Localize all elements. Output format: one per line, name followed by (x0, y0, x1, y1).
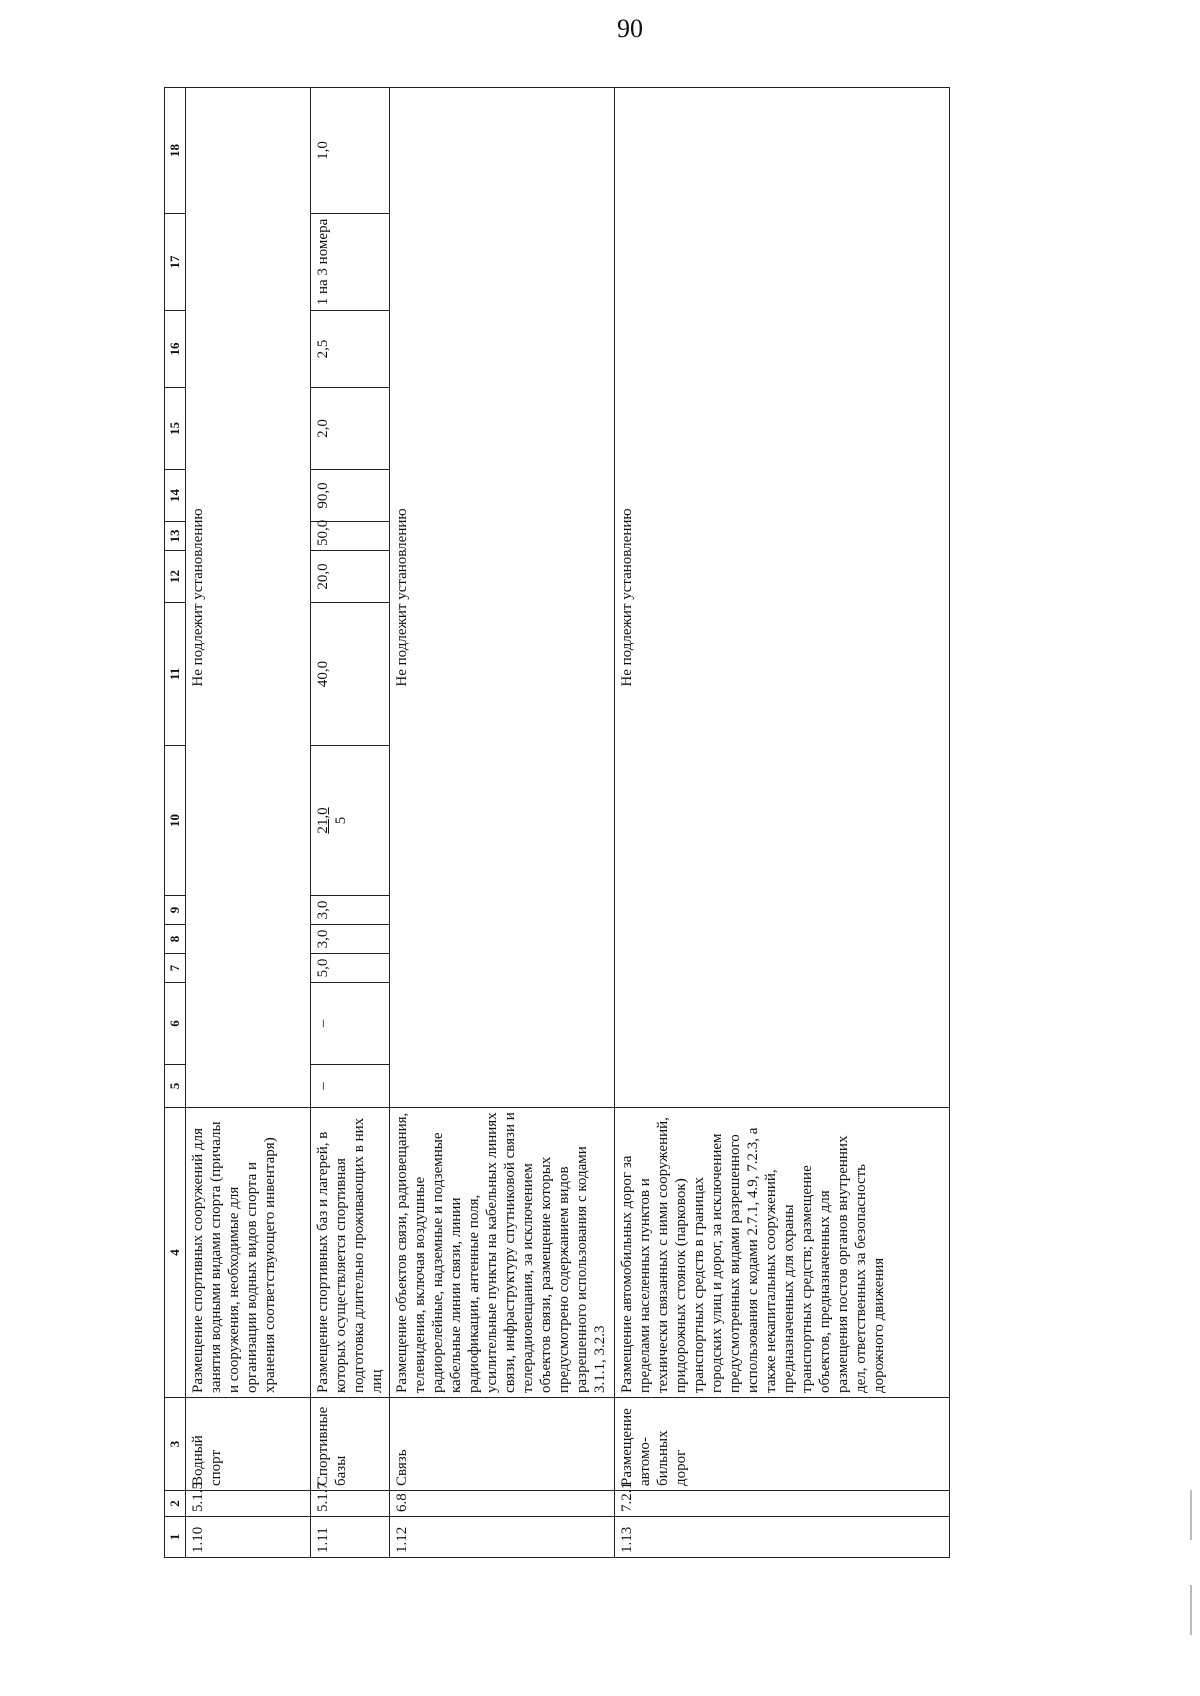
column-header: 13 (165, 522, 186, 551)
column-header: 5 (165, 1065, 186, 1108)
fraction-denominator: 5 (332, 816, 349, 825)
merged-note: Не подлежит установлению (185, 88, 310, 1108)
column-header: 17 (165, 214, 186, 311)
column-header: 18 (165, 88, 186, 214)
cell-col-17: 1 на 3 номера (310, 214, 389, 311)
cell-col-9: 3,0 (310, 896, 389, 925)
column-header: 14 (165, 470, 186, 522)
column-header: 8 (165, 925, 186, 954)
cell-col-10-fraction (310, 746, 389, 896)
merged-note: Не подлежит установлению (389, 88, 614, 1108)
column-header: 7 (165, 954, 186, 983)
column-header: 12 (165, 551, 186, 603)
cell-col-7: 5,0 (310, 954, 389, 983)
row-name: Размещение автомо-бильных дорог (614, 1398, 949, 1491)
cell-col-8: 3,0 (310, 925, 389, 954)
row-description: Размещение спортивных баз и лагерей, в которых осуществляется спортивная подготовка длительно проживающих в них лиц (310, 1108, 389, 1398)
header-row (165, 88, 186, 1558)
table-row (310, 88, 389, 1558)
table-row (185, 88, 310, 1558)
row-name: Водный спорт (185, 1398, 310, 1491)
row-number: 1.13 (614, 1517, 949, 1558)
column-header: 1 (165, 1517, 186, 1558)
table-row (389, 88, 614, 1558)
column-header: 10 (165, 746, 186, 896)
row-number: 1.12 (389, 1517, 614, 1558)
cell-col-15: 2,0 (310, 388, 389, 470)
cell-col-14: 90,0 (310, 470, 389, 522)
column-header: 9 (165, 896, 186, 925)
row-code: 5.1.5 (185, 1491, 310, 1517)
row-description: Размещение спортивных сооружений для занятия водными видами спорта (причалы и сооружения, необходимые для организации водных видов спорта и хранения соответствующего инвентаря) (185, 1108, 310, 1398)
column-header: 3 (165, 1398, 186, 1491)
cell-col-11: 40,0 (310, 603, 389, 746)
column-header: 2 (165, 1491, 186, 1517)
column-header: 6 (165, 983, 186, 1065)
zoning-table (164, 87, 950, 1558)
table-row (614, 88, 949, 1558)
row-code: 7.2.1 (614, 1491, 949, 1517)
scan-mark (1190, 1585, 1192, 1635)
scan-mark (1190, 1490, 1192, 1540)
fraction-numerator: 21,0 (314, 807, 331, 834)
cell-col-18: 1,0 (310, 88, 389, 214)
row-name: Связь (389, 1398, 614, 1491)
page-number: 90 (617, 14, 643, 43)
row-code: 6.8 (389, 1491, 614, 1517)
row-name: Спортивные базы (310, 1398, 389, 1491)
cell-col-12: 20,0 (310, 551, 389, 603)
cell-col-6: – (310, 983, 389, 1065)
cell-col-16: 2,5 (310, 311, 389, 388)
row-number: 1.10 (185, 1517, 310, 1558)
merged-note: Не подлежит установлению (614, 88, 949, 1108)
cell-col-13: 50,0 (310, 522, 389, 551)
column-header: 4 (165, 1108, 186, 1398)
rotated-table-container (164, 88, 939, 1558)
cell-col-5: – (310, 1065, 389, 1108)
column-header: 11 (165, 603, 186, 746)
row-code: 5.1.7 (310, 1491, 389, 1517)
column-header: 16 (165, 311, 186, 388)
row-description: Размещение объектов связи, радиовещания, телевидения, включая воздушные радиорелейные, надземные и подземные кабельные линии связи, линии радиофикации, антенные поля, усилительные пункты на кабельных линиях связи, инфраструктуру спутниковой связи и телерадиовещания, за исключением объектов связи, размещение которых предусмотрено содержанием видов разрешенного использования с кодами 3.1.1, 3.2.3 (389, 1108, 614, 1398)
column-header: 15 (165, 388, 186, 470)
row-description: Размещение автомобильных дорог за пределами населенных пунктов и технически связанных с ними сооружений, придорожных стоянок (парковок) транспортных средств в границах городских улиц и дорог, за исключением предусмотренных видами разрешенного использования с кодами 2.7.1, 4.9, 7.2.3, а также некапитальных сооружений, предназначенных для охраны транспортных средств; размещение объектов, предназначенных для размещения постов органов внутренних дел, ответственных за безопасность дорожного движения (614, 1108, 949, 1398)
row-number: 1.11 (310, 1517, 389, 1558)
